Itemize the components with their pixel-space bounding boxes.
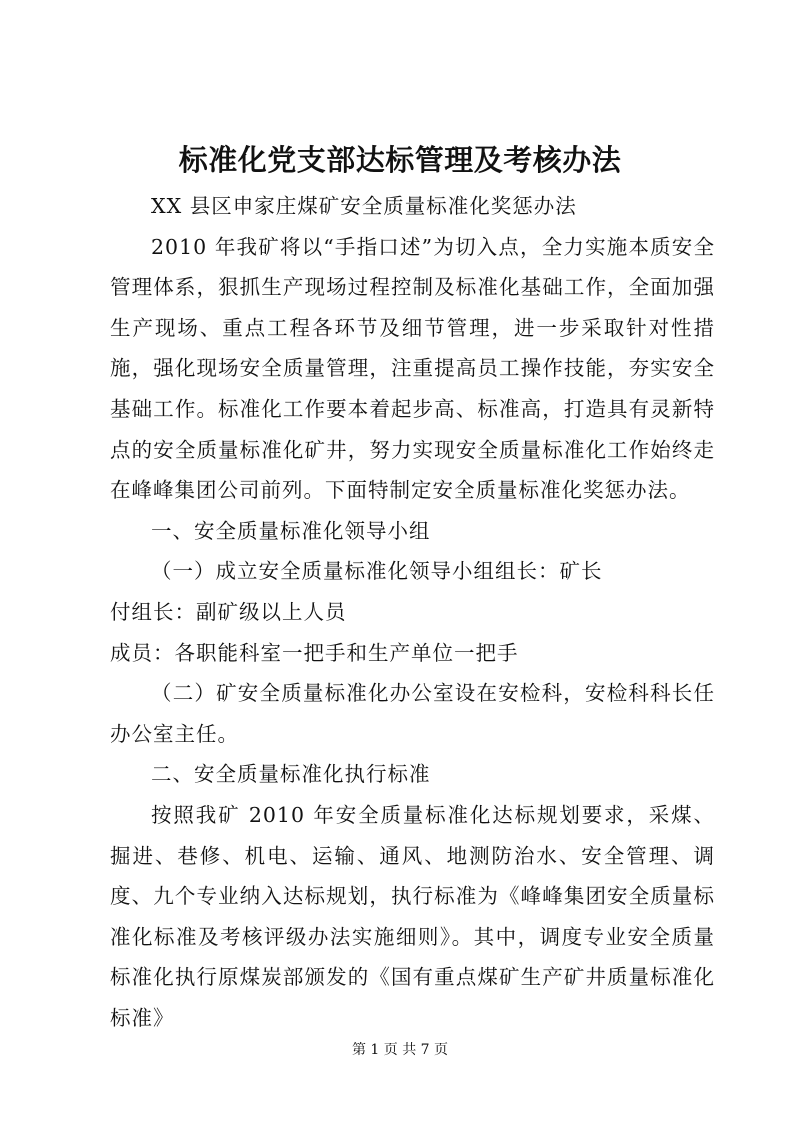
section-heading-2: 二、安全质量标准化执行标准 [151, 762, 431, 787]
intro-paragraph: 2010 年我矿将以“手指口述”为切入点，全力实施本质安全管理体系，狠抓生产现场过程控制及标准化基础工作，全面加强生产现场、重点工程各环节及细节管理，进一步采取针对性措施，强化现场安全质量管理，注重提高员工操作技能，夯实安全基础工作。标准化工作要本着起步高、标准高，打造具有灵新特点的安全质量标准化矿井，努力实现安全质量标准化工作始终走在峰峰集团公司前列。下面特制定安全质量标准化奖惩办法。 [110, 234, 715, 503]
standards-paragraph: 按照我矿 2010 年安全质量标准化达标规划要求，采煤、掘进、巷修、机电、运输、通风、地测防治水、安全管理、调度、九个专业纳入达标规划，执行标准为《峰峰集团安全质量标准化标准及考核评级办法实施细则》。其中，调度专业安全质量标准化执行原煤炭部颁发的《国有重点煤矿生产矿井质量标准化标准》 [110, 802, 715, 1030]
subsection-1: （一）成立安全质量标准化领导小组组长：矿长 [151, 559, 603, 584]
subsection-2: （二）矿安全质量标准化办公室设在安检科，安检科科长任办公室主任。 [110, 681, 715, 746]
section-heading-1: 一、安全质量标准化领导小组 [151, 518, 431, 543]
deputy-leader-line: 付组长：副矿级以上人员 [110, 599, 347, 624]
members-line: 成员：各职能科室一把手和生产单位一把手 [110, 640, 519, 665]
subtitle-paragraph: XX 县区申家庄煤矿安全质量标准化奖惩办法 [151, 194, 577, 218]
document-body [110, 186, 715, 1038]
document-title: 标准化党支部达标管理及考核办法 [178, 143, 622, 177]
page-footer: 第 1 页 共 7 页 [351, 1042, 449, 1058]
